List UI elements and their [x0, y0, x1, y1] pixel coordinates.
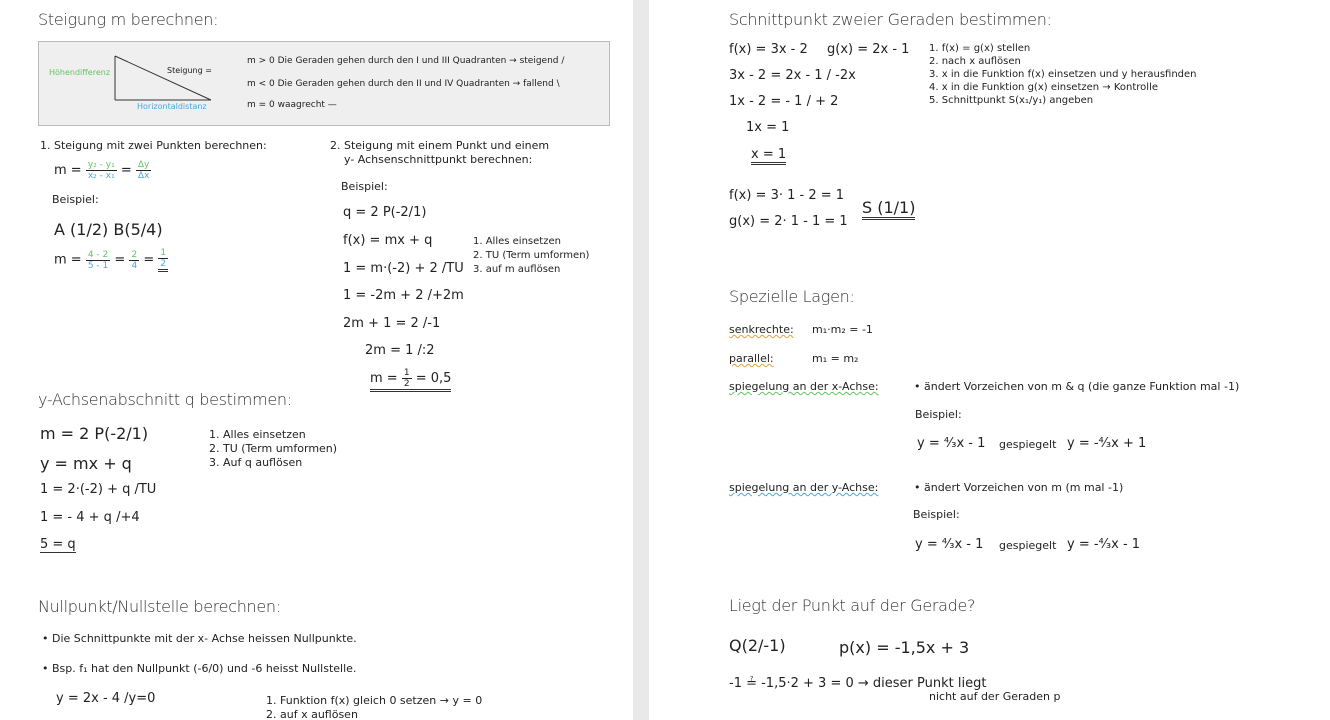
heading-y-intercept: y-Achsenabschnitt q bestimmen:	[38, 390, 292, 409]
y-line3: 1 = - 4 + q /+4	[40, 510, 140, 525]
sl-spx-ex-left: y = ⁴⁄₃x - 1	[917, 436, 986, 451]
heading-point-on-line: Liegt der Punkt auf der Gerade?	[729, 596, 976, 615]
s2-given: q = 2 P(-2/1)	[343, 205, 427, 220]
s2-beispiel: Beispiel:	[341, 180, 388, 193]
heading-intersection: Schnittpunkt zweier Geraden bestimmen:	[729, 10, 1052, 29]
null-bullet-2: • Bsp. f₁ hat den Nullpunkt (-6/0) und -6 heisst Nullstelle.	[42, 662, 357, 675]
y-given: m = 2 P(-2/1)	[40, 424, 149, 443]
null-eq: y = 2x - 4 /y=0	[56, 691, 156, 706]
sl-spx-beispiel: Beispiel:	[915, 408, 962, 421]
s1-calc: m = $\frac{4 - 2}{5 - 1}$ = $\frac{2}{4}$ = $\frac{1}{2}$	[54, 248, 167, 271]
s2-step-1: 1. Alles einsetzen	[473, 236, 561, 247]
heading-zero: Nullpunkt/Nullstelle berechnen:	[38, 597, 281, 616]
s1-beispiel: Beispiel:	[52, 193, 99, 206]
y-step-1: 1. Alles einsetzen	[209, 428, 306, 441]
s2-line2: 1 = m·(-2) + 2 /TU	[343, 261, 464, 276]
sp-f: f(x) = 3x - 2	[729, 42, 808, 57]
sl-spy-label: spiegelung an der y-Achse:	[729, 481, 879, 494]
s1-formula: m = $\frac{\text{y₂ - y₁}}{\text{x₂ - x₁}}$ = $\frac{\Delta y}{\Delta x}$	[54, 160, 150, 181]
sp-result: S (1/1)	[862, 198, 915, 220]
rule-positive: m > 0 Die Geraden gehen durch den I und III Quadranten → steigend /	[247, 56, 565, 66]
heading-slope: Steigung m berechnen:	[38, 10, 219, 29]
rule-zero: m = 0 waagrecht —	[247, 100, 337, 110]
sl-senk-label: senkrechte:	[729, 323, 794, 336]
s2-step-3: 3. auf m auflösen	[473, 264, 561, 275]
sl-spx-label: spiegelung an der x-Achse:	[729, 380, 879, 393]
sl-senk-val: m₁·m₂ = -1	[812, 323, 873, 336]
s2-title-2: y- Achsenschnittpunkt berechnen:	[344, 153, 533, 166]
sl-spy-ex-right: y = -⁴⁄₃x - 1	[1067, 537, 1141, 552]
rule-negative: m < 0 Die Geraden gehen durch den II und IV Quadranten → fallend \	[247, 79, 560, 89]
null-bullet-1: • Die Schnittpunkte mit der x- Achse heissen Nullpunkte.	[42, 632, 357, 645]
slope-triangle	[39, 42, 219, 125]
lp-p: p(x) = -1,5x + 3	[839, 638, 970, 657]
steigung-label: Steigung =	[167, 66, 212, 75]
sp-g1: g(x) = 2· 1 - 1 = 1	[729, 214, 848, 229]
sl-spy-gespiegelt: gespiegelt	[999, 539, 1057, 552]
y-line1: y = mx + q	[40, 454, 132, 473]
horizontal-label: Horizontaldistanz	[137, 102, 207, 111]
lp-calc-2: nicht auf der Geraden p	[929, 690, 1061, 703]
sp-line4: x = 1	[751, 147, 786, 165]
hoehe-label: Höhendifferenz	[49, 68, 111, 77]
left-page	[0, 0, 633, 720]
sl-spx-text: • ändert Vorzeichen von m & q (die ganze Funktion mal -1)	[914, 380, 1240, 393]
s2-line4: 2m + 1 = 2 /-1	[343, 316, 441, 331]
y-step-2: 2. TU (Term umformen)	[209, 442, 338, 455]
sl-spy-text: • ändert Vorzeichen von m (m mal -1)	[914, 481, 1124, 494]
sp-step-5: 5. Schnittpunkt S(x₁/y₁) angeben	[929, 95, 1094, 106]
slope-summary-box	[38, 41, 610, 126]
right-page	[649, 0, 1330, 720]
s2-line3: 1 = -2m + 2 /+2m	[343, 288, 464, 303]
y-line2: 1 = 2·(-2) + q /TU	[40, 482, 157, 497]
sl-spx-gespiegelt: gespiegelt	[999, 438, 1057, 451]
null-step-1: 1. Funktion f(x) gleich 0 setzen → y = 0	[266, 694, 483, 707]
sp-step-2: 2. nach x auflösen	[929, 56, 1021, 67]
sl-spy-ex-left: y = ⁴⁄₃x - 1	[915, 537, 984, 552]
sl-par-val: m₁ = m₂	[812, 352, 859, 365]
s2-step-2: 2. TU (Term umformen)	[473, 250, 590, 261]
s2-line1: f(x) = mx + q	[343, 233, 433, 248]
sp-step-1: 1. f(x) = g(x) stellen	[929, 43, 1031, 54]
s1-points: A (1/2) B(5/4)	[54, 220, 163, 239]
heading-special: Spezielle Lagen:	[729, 287, 855, 306]
sl-spy-beispiel: Beispiel:	[913, 508, 960, 521]
sp-g: g(x) = 2x - 1	[827, 42, 910, 57]
sp-step-4: 4. x in die Funktion g(x) einsetzen → Kontrolle	[929, 82, 1159, 93]
sl-par-label: parallel:	[729, 352, 774, 365]
sp-line2: 1x - 2 = - 1 / + 2	[729, 94, 839, 109]
sp-line1: 3x - 2 = 2x - 1 / -2x	[729, 68, 856, 83]
sp-step-3: 3. x in die Funktion f(x) einsetzen und y herausfinden	[929, 69, 1197, 80]
s2-title-1: 2. Steigung mit einem Punkt und einem	[330, 139, 550, 152]
sp-f1: f(x) = 3· 1 - 2 = 1	[729, 188, 845, 203]
sl-spx-ex-right: y = -⁴⁄₃x + 1	[1067, 436, 1147, 451]
y-line4: 5 = q	[40, 537, 76, 552]
s1-title: 1. Steigung mit zwei Punkten berechnen:	[40, 139, 267, 152]
s2-line6: m = $\frac{1}{2}$ = 0,5	[370, 368, 451, 392]
y-step-3: 3. Auf q auflösen	[209, 456, 303, 469]
lp-q: Q(2/-1)	[729, 636, 786, 655]
lp-calc: -1 ≟ -1,5·2 + 3 = 0 → dieser Punkt liegt	[729, 676, 987, 691]
s2-line5: 2m = 1 /:2	[365, 343, 435, 358]
null-step-2: 2. auf x auflösen	[266, 708, 358, 720]
sp-line3: 1x = 1	[746, 120, 790, 135]
